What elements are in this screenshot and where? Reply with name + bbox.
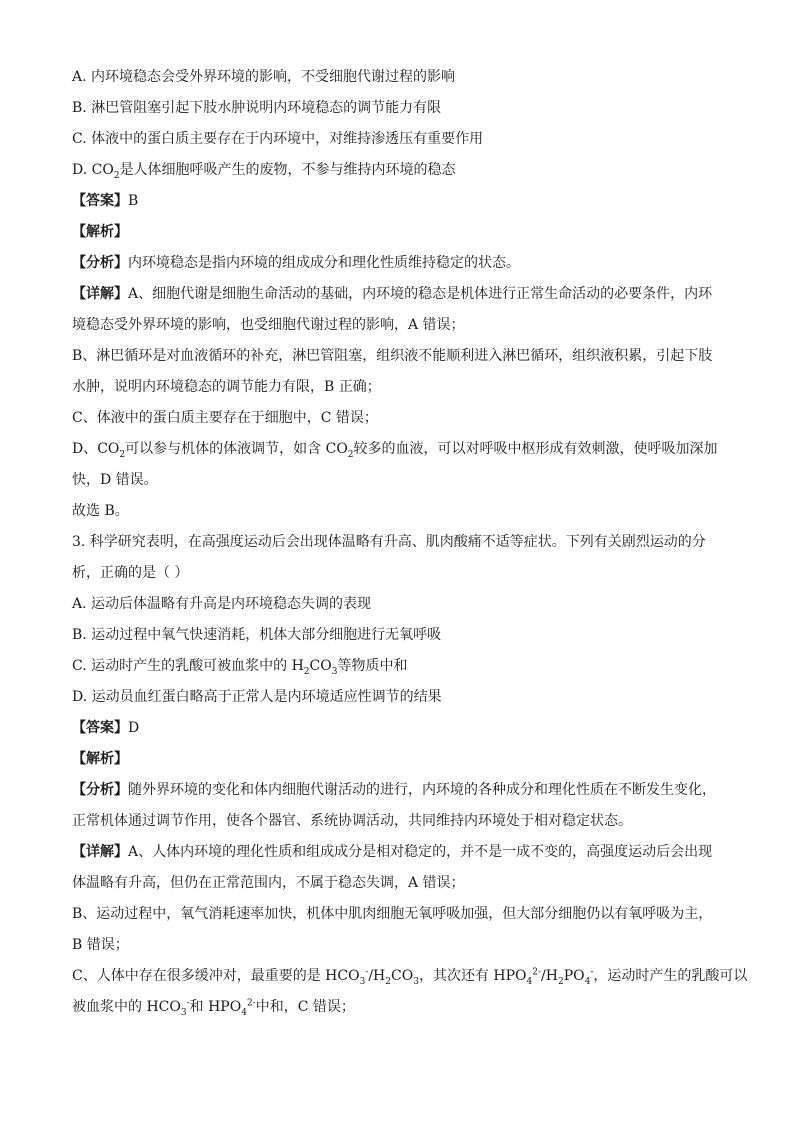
q2-option-a: A. 内环境稳态会受外界环境的影响，不受细胞代谢过程的影响 <box>72 69 456 85</box>
q3-stem-line2: 析，正确的是（ ） <box>72 565 189 581</box>
q3-option-c: C. 运动时产生的乳酸可被血浆中的 $H_2CO_3$等物质中和 <box>72 658 408 677</box>
q2-d-line2: 快，D 错误。 <box>72 472 158 488</box>
q2-d-line1: D、$CO_2$可以参与机体的体液调节，如含 $CO_2$较多的血液，可以对呼吸中枢形成有效刺激，使呼吸加深加 <box>72 441 718 460</box>
q3-answer: 【答案】D <box>72 720 140 736</box>
q3-b-line1: B、运动过程中，氧气消耗速率加快，机体中肌肉细胞无氧呼吸加强，但大部分细胞仍以有氧呼吸为主， <box>72 906 713 922</box>
q2-conclusion: 故选 B。 <box>72 503 129 519</box>
q3-fenxi-line1: 【分析】随外界环境的变化和体内细胞代谢活动的进行，内环境的各种成分和理化性质在不断发生变化， <box>72 782 716 798</box>
q3-analysis-heading: 【解析】 <box>72 751 128 767</box>
q3-option-d: D. 运动员血红蛋白略高于正常人是内环境适应性调节的结果 <box>72 689 442 705</box>
q2-xiangjie-line2: 境稳态受外界环境的影响，也受细胞代谢过程的影响，A 错误； <box>72 317 465 333</box>
q3-b-line2: B 错误； <box>72 937 129 953</box>
q2-analysis-heading: 【解析】 <box>72 224 128 240</box>
q2-option-b: B. 淋巴管阻塞引起下肢水肿说明内环境稳态的调节能力有限 <box>72 100 442 116</box>
q2-c-line1: C、体液中的蛋白质主要存在于细胞中，C 错误； <box>72 410 378 426</box>
q3-option-a: A. 运动后体温略有升高是内环境稳态失调的表现 <box>72 596 372 612</box>
q2-b-line1: B、淋巴循环是对血液循环的补充，淋巴管阻塞，组织液不能顺利进入淋巴循环，组织液积累，引起下肢 <box>72 348 713 364</box>
q3-xiangjie-line2: 体温略有升高，但仍在正常范围内，不属于稳态失调，A 错误； <box>72 875 465 891</box>
document-page <box>72 62 748 1023</box>
q2-answer: 【答案】B <box>72 193 139 209</box>
q3-c-line1: C、人体中存在很多缓冲对，最重要的是 $HCO_3^-/H_2CO_3$，其次还有 $HPO_4^{2-}/H_2PO_4^-$，运动时产生的乳酸可以 <box>72 967 748 987</box>
q2-xiangjie-line1: 【详解】A、细胞代谢是细胞生命活动的基础，内环境的稳态是机体进行正常生命活动的必要条件，内环 <box>72 286 713 302</box>
q3-xiangjie-line1: 【详解】A、人体内环境的理化性质和组成成分是相对稳定的，并不是一成不变的，高强度运动后会出现 <box>72 844 713 860</box>
q3-option-b: B. 运动过程中氧气快速消耗，机体大部分细胞进行无氧呼吸 <box>72 627 442 643</box>
q2-option-c: C. 体液中的蛋白质主要存在于内环境中，对维持渗透压有重要作用 <box>72 131 484 147</box>
q3-stem-line1: 3. 科学研究表明，在高强度运动后会出现体温略有升高、肌肉酸痛不适等症状。下列有关剧烈运动的分 <box>72 534 706 550</box>
q3-fenxi-line2: 正常机体通过调节作用，使各个器官、系统协调活动，共同维持内环境处于相对稳定状态。 <box>72 813 632 829</box>
q2-b-line2: 水肿，说明内环境稳态的调节能力有限，B 正确； <box>72 379 381 395</box>
q2-fenxi: 【分析】内环境稳态是指内环境的组成成分和理化性质维持稳定的状态。 <box>72 255 520 271</box>
q2-option-d: D. $CO_2$是人体细胞呼吸产生的废物，不参与维持内环境的稳态 <box>72 162 456 181</box>
q3-c-line2: 被血浆中的 $HCO_3^-$和 $HPO_4^{2-}$中和，C 错误； <box>72 998 355 1018</box>
